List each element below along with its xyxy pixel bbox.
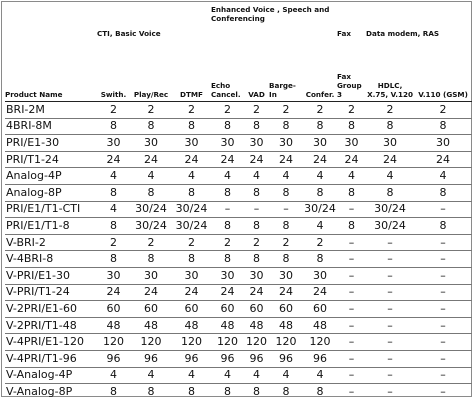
- value-cell: 30: [211, 135, 244, 152]
- value-cell: 30: [211, 267, 244, 284]
- value-cell: –: [366, 284, 414, 301]
- value-cell: 60: [303, 301, 337, 318]
- value-cell: 4: [97, 168, 130, 185]
- value-cell: 8: [337, 118, 366, 135]
- value-cell: 60: [130, 301, 172, 318]
- value-cell: 120: [97, 334, 130, 351]
- value-cell: 4: [244, 367, 269, 384]
- value-cell: 60: [269, 301, 303, 318]
- product-name-cell: V-PRI/E1-30: [5, 267, 97, 284]
- table-row: [5, 184, 472, 201]
- col-hdlc: [366, 45, 414, 102]
- value-cell: –: [414, 334, 472, 351]
- value-cell: –: [414, 201, 472, 218]
- value-cell: –: [337, 267, 366, 284]
- value-cell: 8: [97, 184, 130, 201]
- group-enhanced-voice-label: Enhanced Voice , Speech and Conferencing: [211, 5, 330, 23]
- value-cell: 24: [244, 151, 269, 168]
- value-cell: 24: [244, 284, 269, 301]
- table-row: [5, 151, 472, 168]
- value-cell: 120: [303, 334, 337, 351]
- value-cell: 24: [172, 151, 211, 168]
- product-name-cell: BRI-2M: [5, 102, 97, 119]
- value-cell: 24: [97, 151, 130, 168]
- value-cell: 8: [244, 251, 269, 268]
- value-cell: 2: [244, 234, 269, 251]
- product-name-cell: V-4PRI/T1-96: [5, 350, 97, 367]
- value-cell: –: [337, 251, 366, 268]
- value-cell: 2: [269, 234, 303, 251]
- column-header-row: [5, 45, 472, 102]
- value-cell: 30: [244, 135, 269, 152]
- value-cell: 4: [303, 218, 337, 235]
- value-cell: –: [366, 301, 414, 318]
- value-cell: –: [366, 251, 414, 268]
- value-cell: –: [366, 267, 414, 284]
- value-cell: 30/24: [366, 201, 414, 218]
- value-cell: 2: [97, 102, 130, 119]
- value-cell: 24: [269, 151, 303, 168]
- value-cell: 2: [269, 102, 303, 119]
- value-cell: 8: [316, 385, 324, 399]
- table-row: [5, 284, 472, 301]
- value-cell: 48: [211, 317, 244, 334]
- value-cell: 8: [211, 118, 244, 135]
- value-cell: 120: [211, 334, 244, 351]
- product-name-cell: V-2PRI/T1-48: [5, 317, 97, 334]
- value-cell: 96: [211, 350, 244, 367]
- value-cell: 60: [211, 301, 244, 318]
- product-name-cell: V-4BRI-8: [5, 251, 97, 268]
- value-cell: 4: [244, 168, 269, 185]
- table-row: [5, 118, 472, 135]
- col-play-rec: Play/Rec: [130, 45, 172, 102]
- value-cell: 8: [269, 251, 303, 268]
- product-name-cell: PRI/T1-24: [5, 151, 97, 168]
- value-cell: 30/24: [366, 218, 414, 235]
- value-cell: –: [366, 234, 414, 251]
- value-cell: 2: [303, 234, 337, 251]
- value-cell: 24: [337, 151, 366, 168]
- value-cell: 24: [97, 284, 130, 301]
- col-v110-label: V.110 (GSM): [418, 90, 468, 99]
- product-name-cell: PRI/E1-30: [5, 135, 97, 152]
- table-row: [5, 334, 472, 351]
- value-cell: –: [440, 385, 446, 399]
- value-cell: –: [414, 367, 472, 384]
- value-cell: 4: [414, 168, 472, 185]
- value-cell: 8: [414, 218, 472, 235]
- value-cell: 8: [282, 385, 290, 399]
- value-cell: 4: [130, 367, 172, 384]
- value-cell: –: [337, 284, 366, 301]
- value-cell: 30/24: [172, 201, 211, 218]
- value-cell: 48: [97, 317, 130, 334]
- value-cell: –: [337, 317, 366, 334]
- value-cell: 30: [172, 135, 211, 152]
- value-cell: –: [414, 301, 472, 318]
- value-cell: 8: [269, 218, 303, 235]
- value-cell: 4: [211, 367, 244, 384]
- value-cell: 120: [172, 334, 211, 351]
- value-cell: 30: [130, 267, 172, 284]
- value-cell: 8: [97, 218, 130, 235]
- value-cell: 2: [337, 102, 366, 119]
- value-cell: 8: [130, 251, 172, 268]
- value-cell: 96: [172, 350, 211, 367]
- value-cell: –: [337, 350, 366, 367]
- value-cell: 8: [366, 118, 414, 135]
- product-name-cell: V-4PRI/E1-120: [5, 334, 97, 351]
- product-name-cell: Analog-4P: [5, 168, 97, 185]
- value-cell: 24: [211, 284, 244, 301]
- value-cell: –: [414, 350, 472, 367]
- table-row: [5, 267, 472, 284]
- value-cell: 30: [303, 135, 337, 152]
- col-hdlc-label: HDLC, X.75, V.120: [367, 81, 413, 99]
- value-cell: 30: [303, 267, 337, 284]
- value-cell: 30/24: [130, 218, 172, 235]
- group-enhanced-voice: [211, 3, 337, 45]
- value-cell: –: [366, 367, 414, 384]
- value-cell: 96: [130, 350, 172, 367]
- value-cell: 8: [253, 385, 261, 399]
- value-cell: –: [414, 234, 472, 251]
- value-cell: 30: [269, 267, 303, 284]
- group-data-modem-ras: Data modem, RAS: [366, 29, 440, 38]
- product-name-cell: V-Analog-8P: [6, 385, 73, 399]
- value-cell: 8: [172, 251, 211, 268]
- value-cell: 8: [147, 385, 155, 399]
- col-product-name: Product Name: [5, 45, 97, 102]
- value-cell: 4: [337, 168, 366, 185]
- value-cell: 4: [172, 168, 211, 185]
- value-cell: 8: [211, 251, 244, 268]
- value-cell: 8: [188, 385, 195, 399]
- value-cell: 8: [414, 184, 472, 201]
- value-cell: 8: [303, 118, 337, 135]
- value-cell: 2: [172, 234, 211, 251]
- value-cell: 24: [130, 284, 172, 301]
- value-cell: 8: [211, 218, 244, 235]
- value-cell: 8: [244, 184, 269, 201]
- value-cell: 24: [303, 151, 337, 168]
- table-row: [5, 367, 472, 384]
- table-body: [5, 102, 472, 400]
- product-name-cell: V-BRI-2: [5, 234, 97, 251]
- value-cell: 2: [130, 234, 172, 251]
- table-row: [5, 301, 472, 318]
- value-cell: 120: [244, 334, 269, 351]
- group-fax: Fax: [337, 29, 352, 38]
- value-cell: 4: [269, 168, 303, 185]
- value-cell: 96: [269, 350, 303, 367]
- value-cell: 8: [211, 184, 244, 201]
- value-cell: 24: [269, 284, 303, 301]
- value-cell: –: [348, 385, 355, 399]
- value-cell: 60: [244, 301, 269, 318]
- table-row: [5, 350, 472, 367]
- value-cell: 120: [269, 334, 303, 351]
- value-cell: 48: [269, 317, 303, 334]
- value-cell: 48: [130, 317, 172, 334]
- value-cell: 30: [172, 267, 211, 284]
- value-cell: 30: [337, 135, 366, 152]
- table-row: [5, 317, 472, 334]
- value-cell: 8: [130, 118, 172, 135]
- value-cell: 8: [97, 251, 130, 268]
- value-cell: 2: [172, 102, 211, 119]
- value-cell: –: [366, 334, 414, 351]
- value-cell: 30/24: [172, 218, 211, 235]
- value-cell: 8: [224, 385, 232, 399]
- col-barge-in: [269, 45, 303, 102]
- col-barge-in-label: Barge-In: [269, 81, 296, 99]
- col-fax-group3: [337, 45, 366, 102]
- value-cell: 2: [97, 234, 130, 251]
- group-spacer: [5, 3, 97, 45]
- value-cell: 4: [130, 168, 172, 185]
- value-cell: 8: [337, 218, 366, 235]
- value-cell: –: [211, 201, 244, 218]
- value-cell: 120: [130, 334, 172, 351]
- value-cell: –: [269, 201, 303, 218]
- value-cell: 2: [211, 102, 244, 119]
- value-cell: 8: [244, 118, 269, 135]
- value-cell: –: [387, 385, 393, 399]
- value-cell: 8: [110, 385, 117, 399]
- value-cell: 4: [303, 168, 337, 185]
- value-cell: 60: [97, 301, 130, 318]
- value-cell: 24: [211, 151, 244, 168]
- value-cell: –: [414, 317, 472, 334]
- value-cell: –: [337, 301, 366, 318]
- table-row: [5, 384, 472, 400]
- col-vad: VAD: [244, 45, 269, 102]
- col-swith: Swith.: [97, 45, 130, 102]
- value-cell: –: [414, 267, 472, 284]
- value-cell: 8: [269, 184, 303, 201]
- table-row: [5, 102, 472, 119]
- value-cell: 96: [97, 350, 130, 367]
- table-row: [5, 168, 472, 185]
- value-cell: –: [366, 317, 414, 334]
- value-cell: 24: [172, 284, 211, 301]
- table-row: [5, 234, 472, 251]
- value-cell: –: [337, 367, 366, 384]
- value-cell: 96: [244, 350, 269, 367]
- value-cell: 24: [414, 151, 472, 168]
- value-cell: 48: [172, 317, 211, 334]
- value-cell: –: [244, 201, 269, 218]
- value-cell: 2: [414, 102, 472, 119]
- group-cti-basic-voice: CTI, Basic Voice: [97, 29, 161, 38]
- value-cell: 8: [172, 118, 211, 135]
- table-row: [5, 251, 472, 268]
- value-cell: –: [414, 284, 472, 301]
- product-name-cell: V-2PRI/E1-60: [5, 301, 97, 318]
- value-cell: 4: [172, 367, 211, 384]
- col-v110: [414, 45, 472, 102]
- value-cell: 30: [269, 135, 303, 152]
- value-cell: 30: [97, 267, 130, 284]
- table-frame: [1, 1, 472, 397]
- value-cell: –: [337, 201, 366, 218]
- value-cell: 2: [211, 234, 244, 251]
- value-cell: –: [414, 251, 472, 268]
- value-cell: 4: [97, 201, 130, 218]
- value-cell: 4: [366, 168, 414, 185]
- value-cell: 48: [303, 317, 337, 334]
- value-cell: 2: [366, 102, 414, 119]
- value-cell: 30: [97, 135, 130, 152]
- value-cell: 4: [211, 168, 244, 185]
- value-cell: 24: [130, 151, 172, 168]
- value-cell: 4: [303, 367, 337, 384]
- product-name-cell: V-Analog-4P: [5, 367, 97, 384]
- value-cell: 48: [244, 317, 269, 334]
- value-cell: 2: [130, 102, 172, 119]
- value-cell: 8: [130, 184, 172, 201]
- value-cell: 30/24: [130, 201, 172, 218]
- value-cell: 8: [97, 118, 130, 135]
- col-echo-cancel-label: Echo Cancel.: [211, 81, 241, 99]
- table-row: [5, 218, 472, 235]
- col-confer: Confer.: [303, 45, 337, 102]
- value-cell: 4: [97, 367, 130, 384]
- product-feature-table: [5, 3, 472, 400]
- product-name-cell: V-PRI/T1-24: [5, 284, 97, 301]
- value-cell: –: [337, 334, 366, 351]
- value-cell: 24: [303, 284, 337, 301]
- value-cell: 30: [366, 135, 414, 152]
- value-cell: 8: [269, 118, 303, 135]
- product-name-cell: PRI/E1/T1-8: [5, 218, 97, 235]
- table-row: [5, 135, 472, 152]
- value-cell: 30: [414, 135, 472, 152]
- value-cell: 24: [366, 151, 414, 168]
- col-fax-group3-label: Fax Group 3: [337, 72, 362, 99]
- value-cell: 2: [244, 102, 269, 119]
- value-cell: 8: [244, 218, 269, 235]
- product-name-cell: PRI/E1/T1-CTI: [5, 201, 97, 218]
- value-cell: –: [366, 350, 414, 367]
- table-row: [5, 201, 472, 218]
- value-cell: 8: [303, 184, 337, 201]
- value-cell: 8: [414, 118, 472, 135]
- value-cell: 4: [269, 367, 303, 384]
- value-cell: 60: [172, 301, 211, 318]
- col-dtmf: DTMF: [172, 45, 211, 102]
- value-cell: 30/24: [303, 201, 337, 218]
- col-echo-cancel: [211, 45, 244, 102]
- value-cell: 96: [303, 350, 337, 367]
- value-cell: 30: [130, 135, 172, 152]
- value-cell: 30: [244, 267, 269, 284]
- value-cell: 8: [172, 184, 211, 201]
- value-cell: –: [337, 234, 366, 251]
- value-cell: 2: [303, 102, 337, 119]
- product-name-cell: 4BRI-8M: [5, 118, 97, 135]
- value-cell: 8: [337, 184, 366, 201]
- group-header-row: [5, 3, 472, 45]
- value-cell: 8: [366, 184, 414, 201]
- product-name-cell: Analog-8P: [5, 184, 97, 201]
- value-cell: 8: [303, 251, 337, 268]
